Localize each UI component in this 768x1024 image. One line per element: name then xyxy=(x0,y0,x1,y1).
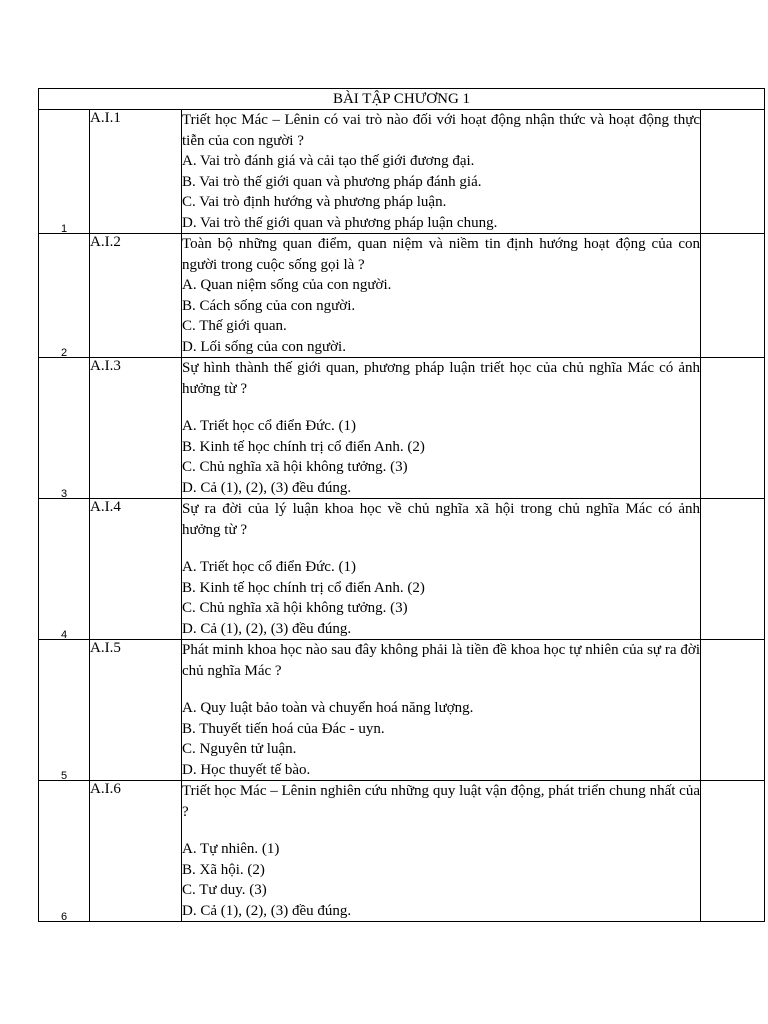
blank-line xyxy=(182,540,700,557)
option-b: B. Vai trò thế giới quan và phương pháp đánh giá. xyxy=(182,173,482,190)
question-text: Triết học Mác – Lênin nghiên cứu những quy luật vận động, phát triển chung nhất của ? xyxy=(182,783,700,820)
table-row xyxy=(39,234,765,358)
option-c: C. Chủ nghĩa xã hội không tưởng. (3) xyxy=(182,459,408,475)
question-code: A.I.5 xyxy=(90,640,182,781)
option-a: A. Triết học cổ điển Đức. (1) xyxy=(182,559,356,575)
answer-cell xyxy=(701,640,765,781)
question-text: Sự hình thành thế giới quan, phương pháp luận triết học của chủ nghĩa Mác có ảnh hưởng từ ? xyxy=(182,360,700,397)
blank-line xyxy=(182,399,700,416)
option-c: C. Chủ nghĩa xã hội không tưởng. (3) xyxy=(182,600,408,616)
question-text: Phát minh khoa học nào sau đây không phải là tiền đề khoa học tự nhiên của sự ra đời chủ nghĩa Mác ? xyxy=(182,642,700,679)
option-a: A. Triết học cổ điển Đức. (1) xyxy=(182,418,356,434)
option-c: C. Nguyên tử luận. xyxy=(182,741,297,757)
option-b: B. Kinh tế học chính trị cổ điển Anh. (2) xyxy=(182,438,425,455)
option-a: A. Vai trò đánh giá và cải tạo thế giới đương đại. xyxy=(182,153,475,169)
blank-line xyxy=(182,681,700,698)
row-number-cell xyxy=(39,358,90,499)
table-row xyxy=(39,110,765,234)
question-text: Toàn bộ những quan điểm, quan niệm và niềm tin định hướng hoạt động của con người trong cuộc sống gọi là ? xyxy=(182,236,700,273)
table-row xyxy=(39,499,765,640)
option-d: D. Vai trò thế giới quan và phương pháp luận chung. xyxy=(182,214,498,231)
table-row xyxy=(39,640,765,781)
answer-cell xyxy=(701,110,765,234)
row-number-cell xyxy=(39,640,90,781)
option-d: D. Cả (1), (2), (3) đều đúng. xyxy=(182,902,352,919)
option-b: B. Cách sống của con người. xyxy=(182,297,356,314)
question-text: Triết học Mác – Lênin có vai trò nào đối với hoạt động nhận thức và hoạt động thực tiễn của con người ? xyxy=(182,112,700,149)
row-number-cell xyxy=(39,234,90,358)
question-cell xyxy=(182,234,701,358)
row-number-cell xyxy=(39,781,90,922)
option-a: A. Quan niệm sống của con người. xyxy=(182,277,392,293)
answer-cell xyxy=(701,499,765,640)
question-code: A.I.3 xyxy=(90,358,182,499)
row-number: 6 xyxy=(61,911,68,923)
option-c: C. Vai trò định hướng và phương pháp luận. xyxy=(182,194,447,210)
exercise-table xyxy=(38,88,765,922)
question-cell xyxy=(182,110,701,234)
answer-cell xyxy=(701,234,765,358)
question-text: Sự ra đời của lý luận khoa học về chủ nghĩa xã hội trong chủ nghĩa Mác có ảnh hưởng từ ? xyxy=(182,501,700,538)
row-number: 2 xyxy=(61,347,68,359)
row-number-cell xyxy=(39,499,90,640)
option-b: B. Kinh tế học chính trị cổ điển Anh. (2) xyxy=(182,579,425,596)
row-number: 3 xyxy=(61,488,68,500)
answer-cell xyxy=(701,781,765,922)
question-cell xyxy=(182,640,701,781)
option-b: B. Xã hội. (2) xyxy=(182,861,265,878)
question-cell xyxy=(182,499,701,640)
question-cell xyxy=(182,781,701,922)
option-a: A. Tự nhiên. (1) xyxy=(182,841,280,857)
option-d: D. Cả (1), (2), (3) đều đúng. xyxy=(182,479,352,496)
answer-cell xyxy=(701,358,765,499)
page-title: BÀI TẬP CHƯƠNG 1 xyxy=(39,89,765,110)
row-number: 4 xyxy=(61,629,68,641)
row-number: 5 xyxy=(61,770,68,782)
option-d: D. Lối sống của con người. xyxy=(182,338,346,355)
question-code: A.I.2 xyxy=(90,234,182,358)
option-a: A. Quy luật bảo toàn và chuyển hoá năng lượng. xyxy=(182,700,474,716)
question-code: A.I.4 xyxy=(90,499,182,640)
row-number-cell xyxy=(39,110,90,234)
question-cell xyxy=(182,358,701,499)
table-row xyxy=(39,358,765,499)
option-c: C. Thế giới quan. xyxy=(182,318,287,334)
option-b: B. Thuyết tiến hoá của Đác - uyn. xyxy=(182,720,385,737)
question-code: A.I.1 xyxy=(90,110,182,234)
table-row xyxy=(39,781,765,922)
option-c: C. Tư duy. (3) xyxy=(182,882,267,898)
row-number: 1 xyxy=(61,223,68,235)
blank-line xyxy=(182,822,700,839)
title-row xyxy=(39,89,765,110)
option-d: D. Cả (1), (2), (3) đều đúng. xyxy=(182,620,352,637)
option-d: D. Học thuyết tế bào. xyxy=(182,761,311,778)
question-code: A.I.6 xyxy=(90,781,182,922)
